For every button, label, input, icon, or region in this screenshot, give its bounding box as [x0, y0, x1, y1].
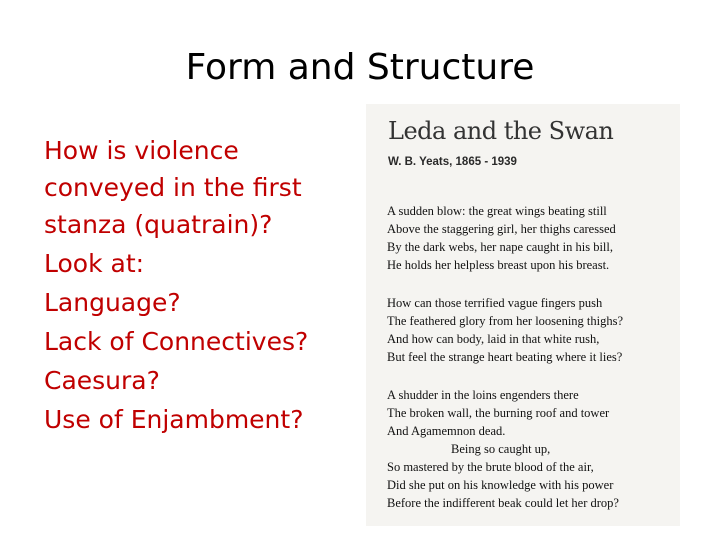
question-bullet: Language?	[44, 288, 181, 317]
poem-line: By the dark webs, her nape caught in his bill,	[387, 240, 613, 254]
poem-line: And how can body, laid in that white rush,	[387, 332, 600, 346]
poem-line: A sudden blow: the great wings beating still	[387, 204, 607, 218]
poem-line: So mastered by the brute blood of the air,	[387, 460, 594, 474]
poem-line: Above the staggering girl, her thighs caressed	[387, 222, 616, 236]
poem-stanza-2	[387, 294, 623, 366]
question-bullet: Use of Enjambment?	[44, 405, 304, 434]
question-bullet: Look at:	[44, 249, 145, 278]
poem-line: The broken wall, the burning roof and tower	[387, 406, 610, 420]
question-bullet: How is violence conveyed in the first stanza (quatrain)?	[44, 136, 302, 239]
poem-line: But feel the strange heart beating where it lies?	[387, 350, 623, 364]
poem-line: The feathered glory from her loosening thighs?	[387, 314, 624, 328]
poem-line: How can those terrified vague fingers push	[387, 296, 603, 310]
poem-line: And Agamemnon dead.	[387, 424, 506, 438]
poem-line: Did she put on his knowledge with his power	[387, 478, 614, 492]
question-bullet: Lack of Connectives?	[44, 327, 309, 356]
poem-stanza-1	[387, 202, 616, 274]
poem-line: A shudder in the loins engenders there	[387, 388, 579, 402]
question-bullet: Caesura?	[44, 366, 160, 395]
question-list	[44, 132, 344, 438]
poem-stanza-3	[387, 386, 619, 512]
poem-image	[366, 104, 680, 526]
poem-title: Leda and the Swan	[388, 117, 614, 145]
poem-line: Before the indifferent beak could let her drop?	[387, 496, 619, 510]
poem-line: He holds her helpless breast upon his breast.	[387, 258, 610, 272]
poem-line: Being so caught up,	[451, 442, 551, 456]
poem-author: W. B. Yeats, 1865 - 1939	[388, 156, 517, 168]
slide-title: Form and Structure	[185, 47, 535, 88]
